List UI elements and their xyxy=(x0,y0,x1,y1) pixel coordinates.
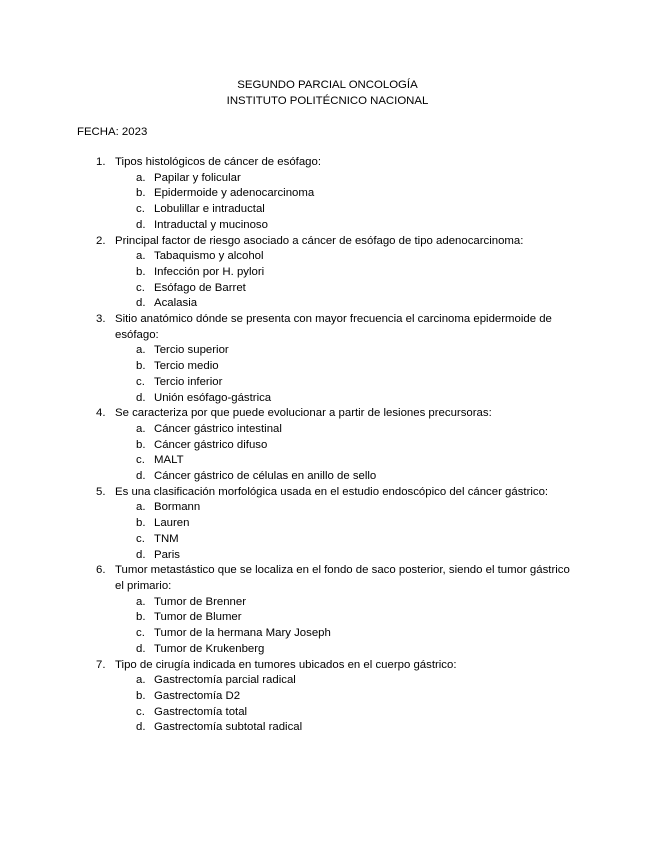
question-stem: Tipo de cirugía indicada en tumores ubicados en el cuerpo gástrico: xyxy=(115,658,457,671)
option-letter: c. xyxy=(136,705,145,718)
option-letter: a. xyxy=(136,344,146,357)
answer-option xyxy=(0,186,655,202)
answer-option xyxy=(0,705,655,721)
question-stem: Sitio anatómico dónde se presenta con mayor frecuencia el carcinoma epidermoide de esófago: xyxy=(115,313,552,341)
question-list xyxy=(0,155,655,736)
date-line: FECHA: 2023 xyxy=(77,126,148,138)
question-number: 3. xyxy=(96,313,106,326)
answer-option xyxy=(0,720,655,736)
option-letter: b. xyxy=(136,611,146,624)
answer-option xyxy=(0,642,655,658)
option-letter: b. xyxy=(136,517,146,530)
answer-option xyxy=(0,265,655,281)
option-text: Tercio superior xyxy=(154,344,229,357)
option-text: Gastrectomía subtotal radical xyxy=(154,721,303,734)
option-text: Tumor de Krukenberg xyxy=(154,642,265,655)
question-text xyxy=(0,312,655,343)
question-text xyxy=(0,485,655,501)
option-letter: d. xyxy=(136,642,146,655)
question-stem: Principal factor de riesgo asociado a cáncer de esófago de tipo adenocarcinoma: xyxy=(115,234,524,247)
option-letter: d. xyxy=(136,721,146,734)
option-letter: d. xyxy=(136,548,146,561)
question-item xyxy=(0,658,655,737)
question-stem: Tumor metastástico que se localiza en el fondo de saco posterior, siendo el tumor gástrico el primario: xyxy=(115,564,570,592)
answer-option xyxy=(0,375,655,391)
option-text: Paris xyxy=(154,548,180,561)
answer-option xyxy=(0,343,655,359)
option-text: Cáncer gástrico intestinal xyxy=(154,422,282,435)
option-letter: b. xyxy=(136,689,146,702)
question-item xyxy=(0,406,655,485)
option-letter: a. xyxy=(136,422,146,435)
option-text: Gastrectomía D2 xyxy=(154,689,241,702)
option-text: Tumor de Brenner xyxy=(154,595,247,608)
option-text: Intraductal y mucinoso xyxy=(154,218,268,231)
answer-option xyxy=(0,532,655,548)
question-item xyxy=(0,312,655,406)
option-text: Gastrectomía total xyxy=(154,705,248,718)
option-text: Cáncer gástrico difuso xyxy=(154,438,268,451)
answer-option xyxy=(0,438,655,454)
option-letter: c. xyxy=(136,532,145,545)
option-text: Lobulillar e intraductal xyxy=(154,203,265,216)
option-text: Tercio inferior xyxy=(154,375,223,388)
question-text xyxy=(0,155,655,171)
question-item xyxy=(0,234,655,313)
question-text xyxy=(0,563,655,594)
question-number: 2. xyxy=(96,234,106,247)
option-text: Tumor de Blumer xyxy=(154,611,242,624)
option-text: Tercio medio xyxy=(154,360,219,373)
option-letter: d. xyxy=(136,391,146,404)
answer-option xyxy=(0,422,655,438)
answer-option xyxy=(0,218,655,234)
answer-option xyxy=(0,453,655,469)
option-letter: c. xyxy=(136,454,145,467)
answer-option xyxy=(0,469,655,485)
option-text: Cáncer gástrico de células en anillo de sello xyxy=(154,470,377,483)
option-text: Infección por H. pylori xyxy=(154,265,265,278)
answer-option xyxy=(0,171,655,187)
question-text xyxy=(0,234,655,250)
answer-option xyxy=(0,202,655,218)
question-stem: Es una clasificación morfológica usada en el estudio endoscópico del cáncer gástrico: xyxy=(115,485,549,498)
answer-option xyxy=(0,689,655,705)
question-item xyxy=(0,155,655,234)
option-letter: b. xyxy=(136,187,146,200)
answer-option xyxy=(0,500,655,516)
question-number: 1. xyxy=(96,156,106,168)
option-text: Bormann xyxy=(154,501,201,514)
option-text: Tumor de la hermana Mary Joseph xyxy=(154,627,331,640)
option-letter: d. xyxy=(136,218,146,231)
answer-option xyxy=(0,391,655,407)
option-letter: d. xyxy=(136,470,146,483)
option-letter: c. xyxy=(136,281,145,294)
question-text xyxy=(0,406,655,422)
option-letter: a. xyxy=(136,171,146,184)
option-text: Unión esófago-gástrica xyxy=(154,391,272,404)
question-stem: Se caracteriza por que puede evolucionar a partir de lesiones precursoras: xyxy=(115,407,492,420)
answer-option xyxy=(0,595,655,611)
answer-option xyxy=(0,673,655,689)
question-item xyxy=(0,563,655,657)
option-letter: a. xyxy=(136,595,146,608)
question-item xyxy=(0,485,655,564)
option-letter: a. xyxy=(136,674,146,687)
option-letter: b. xyxy=(136,438,146,451)
question-number: 7. xyxy=(96,658,106,671)
question-stem: Tipos histológicos de cáncer de esófago: xyxy=(115,156,321,168)
option-letter: a. xyxy=(136,250,146,263)
option-letter: b. xyxy=(136,360,146,373)
option-text: Acalasia xyxy=(154,297,198,310)
institution-name: INSTITUTO POLITÉCNICO NACIONAL xyxy=(226,95,429,107)
answer-option xyxy=(0,249,655,265)
option-text: Gastrectomía parcial radical xyxy=(154,674,296,687)
question-number: 6. xyxy=(96,564,106,577)
option-text: MALT xyxy=(154,454,184,467)
answer-option xyxy=(0,610,655,626)
option-letter: c. xyxy=(136,627,145,640)
question-text xyxy=(0,658,655,674)
question-number: 4. xyxy=(96,407,106,420)
answer-option xyxy=(0,516,655,532)
option-text: Epidermoide y adenocarcinoma xyxy=(154,187,315,200)
option-text: Esófago de Barret xyxy=(154,281,246,294)
answer-option xyxy=(0,548,655,564)
answer-option xyxy=(0,296,655,312)
option-letter: c. xyxy=(136,203,145,216)
option-text: Papilar y folicular xyxy=(154,171,241,184)
option-text: Lauren xyxy=(154,517,190,530)
option-text: TNM xyxy=(154,532,179,545)
option-letter: c. xyxy=(136,375,145,388)
answer-option xyxy=(0,626,655,642)
option-letter: b. xyxy=(136,265,146,278)
question-number: 5. xyxy=(96,485,106,498)
answer-option xyxy=(0,281,655,297)
option-text: Tabaquismo y alcohol xyxy=(154,250,264,263)
option-letter: a. xyxy=(136,501,146,514)
document-title: SEGUNDO PARCIAL ONCOLOGÍA xyxy=(237,79,418,91)
option-letter: d. xyxy=(136,297,146,310)
answer-option xyxy=(0,359,655,375)
